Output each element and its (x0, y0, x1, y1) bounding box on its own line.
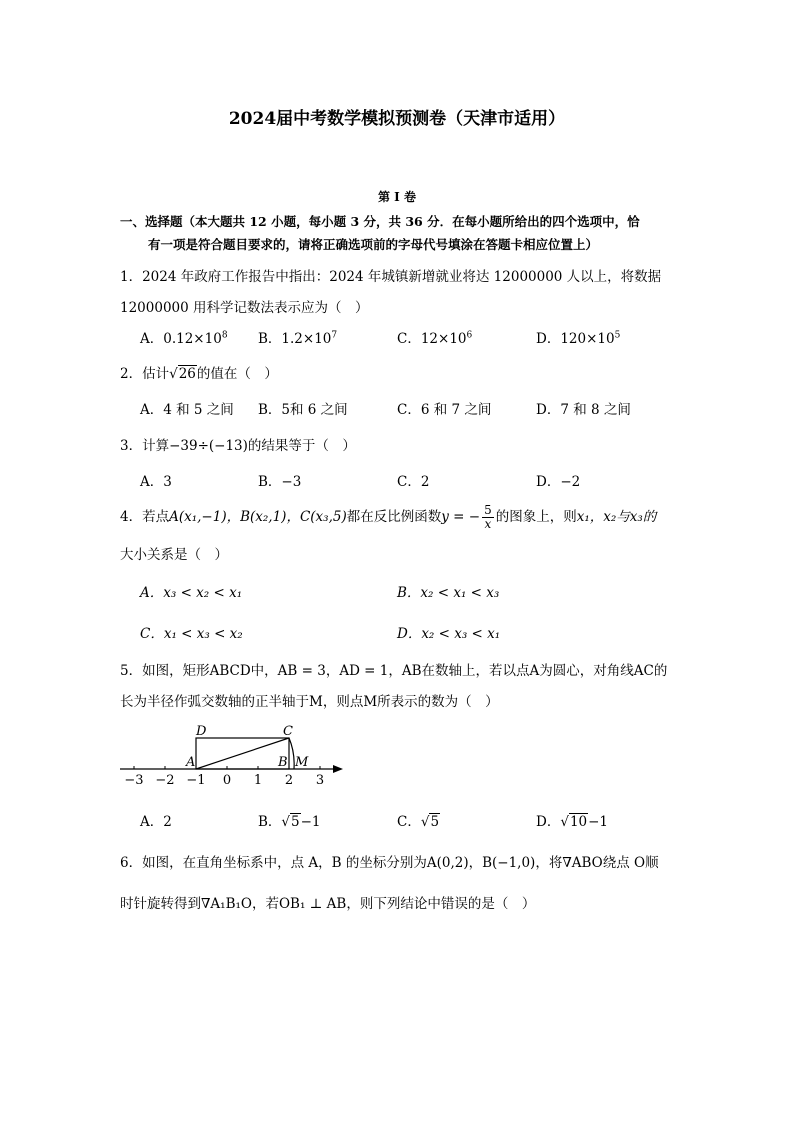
number-line-figure (115, 718, 355, 790)
q1-option-d: D．$120\times 10^5$ (536, 330, 621, 347)
q5-option-a: A．2 (140, 814, 172, 830)
part-one-instructions-line2: 有一项是符合题目要求的，请将正确选项前的字母代号填涂在答题卡相应位置上） (148, 237, 599, 252)
tick-label: −1 (186, 773, 206, 788)
tick-label: 1 (253, 773, 263, 788)
q5-option-c: C．√5 (397, 814, 440, 830)
tick-label: −3 (124, 773, 144, 788)
q4-option-d: D．x₂ < x₃ < x₁ (397, 626, 501, 642)
label-c: C (283, 724, 293, 739)
question-3: 3．计算−39÷(−13)的结果等于（ ） (120, 438, 356, 454)
q2-option-a: A．4 和 5 之间 (140, 402, 234, 418)
q3-option-a: A．3 (140, 474, 172, 490)
q3-option-b: B．−3 (258, 474, 302, 490)
label-d: D (196, 724, 207, 739)
q1-option-b: B．$1.2\times 10^7$ (258, 330, 338, 347)
question-1-line2: 12000000 用科学记数法表示应为（ ） (120, 300, 369, 316)
label-b: B (278, 755, 288, 770)
q1-option-a: A．$0.12\times 10^8$ (140, 330, 228, 347)
question-6-line2: 时针旋转得到∇A₁B₁O，若OB₁ ⊥ AB，则下列结论中错误的是（ ） (120, 896, 536, 912)
part-one-instructions-line1: 一、选择题（本大题共 12 小题，每小题 3 分，共 36 分．在每小题所给出的四个选项中，恰 (120, 214, 640, 229)
question-5-line2: 长为半径作弧交数轴的正半轴于M，则点M所表示的数为（ ） (120, 694, 499, 710)
q4-option-b: B．x₂ < x₁ < x₃ (397, 585, 500, 601)
q5-option-d: D．√10−1 (536, 814, 609, 830)
section-label: 第 I 卷 (378, 190, 416, 204)
q3-option-d: D．−2 (536, 474, 581, 490)
question-5-line1: 5．如图，矩形ABCD中，AB = 3，AD = 1，AB在数轴上，若以点A为圆心，对角线AC的 (120, 663, 668, 679)
question-4-line1: 4．若点A(x₁,−1)，B(x₂,1)，C(x₃,5)都在反比例函数y = − $\frac{5}{x}$ 的图象上，则x₁，x₂与x₃的 (120, 503, 657, 531)
q5-option-b: B．√5−1 (258, 814, 321, 830)
q3-option-c: C．2 (397, 474, 430, 490)
fraction: $\frac{5}{x}$ (484, 503, 492, 531)
q1-option-c: C．$12\times 10^6$ (397, 330, 473, 347)
page-title: 2024届中考数学模拟预测卷（天津市适用） (228, 109, 566, 129)
axis-arrow-icon (333, 765, 343, 773)
sqrt-symbol: √ (169, 366, 178, 382)
question-4-line2: 大小关系是（ ） (120, 547, 228, 563)
tick-label: 0 (222, 773, 232, 788)
label-m: M (295, 755, 309, 770)
q2-option-c: C．6 和 7 之间 (397, 402, 492, 418)
q2-option-d: D．7 和 8 之间 (536, 402, 631, 418)
q4-option-c: C．x₁ < x₃ < x₂ (140, 626, 243, 642)
question-6-line1: 6．如图，在直角坐标系中，点 A，B 的坐标分别为A(0,2)，B(−1,0)，将∇ABO绕点 O顺 (120, 855, 659, 871)
question-1-line1: 1．2024 年政府工作报告中指出：2024 年城镇新增就业将达 12000000 人以上，将数据 (120, 269, 662, 285)
tick-label: 2 (284, 773, 294, 788)
arc-cm (289, 738, 294, 769)
question-2: 2．估计√26的值在（ ） (120, 366, 278, 382)
tick-label: −2 (155, 773, 175, 788)
tick-label: 3 (315, 773, 325, 788)
label-a: A (186, 755, 196, 770)
q4-option-a: A．x₃ < x₂ < x₁ (140, 585, 243, 601)
q2-option-b: B．5和 6 之间 (258, 402, 348, 418)
diagonal-ac (196, 738, 289, 769)
